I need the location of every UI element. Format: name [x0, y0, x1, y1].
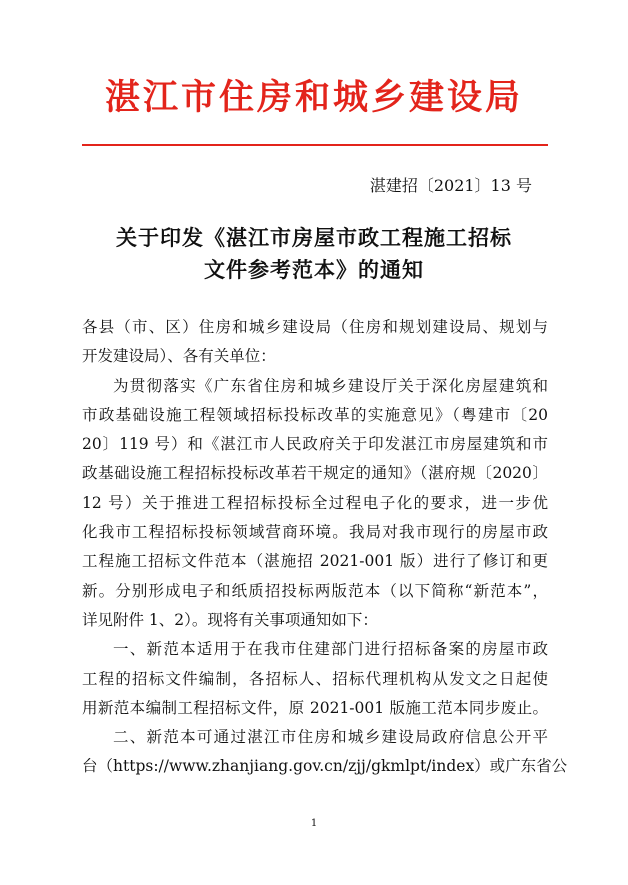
- paragraph-1-line: 详见附件 1、2）。现将有关事项通知如下：: [82, 610, 378, 629]
- paragraph-1-line: 市政基础设施工程领域招标投标改革的实施意见》（粤建市〔20: [82, 405, 548, 424]
- paragraph-3-line: 台（https://www.zhanjiang.gov.cn/zjj/gkmlpt/index）或广东省公: [82, 757, 568, 776]
- paragraph-1-line: 新。分别形成电子和纸质招投标两版范本（以下简称“新范本”，: [82, 581, 548, 600]
- red-divider-line: [82, 144, 548, 146]
- paragraph-1-line: 20〕119 号）和《湛江市人民政府关于印发湛江市房屋建筑和市: [82, 435, 548, 454]
- paragraph-1-line: 化我市工程招标投标领域营商环境。我局对我市现行的房屋市政: [82, 523, 548, 542]
- page-number: 1: [310, 818, 318, 829]
- paragraph-3-line: 二、新范本可通过湛江市住房和城乡建设局政府信息公开平: [113, 728, 548, 747]
- paragraph-1-line: 政基础设施工程招标投标改革若干规定的通知》（湛府规〔2020〕: [82, 464, 548, 483]
- notice-title-line-2: 文件参考范本》的通知: [204, 257, 424, 282]
- addressee-line-2: 开发建设局）、各有关单位：: [82, 347, 276, 366]
- addressee-line-1: 各县（市、区）住房和城乡建设局（住房和规划建设局、规划与: [82, 318, 548, 336]
- paragraph-2-line: 一、新范本适用于在我市住建部门进行招标备案的房屋市政: [113, 640, 548, 659]
- paragraph-2-line: 工程的招标文件编制，各招标人、招标代理机构从发文之日起使: [82, 669, 548, 688]
- notice-title-line-1: 关于印发《湛江市房屋市政工程施工招标: [116, 225, 512, 250]
- issuing-authority-header: 湛江市住房和城乡建设局: [104, 78, 523, 118]
- paragraph-1-line: 12 号）关于推进工程招标投标全过程电子化的要求，进一步优: [82, 493, 548, 512]
- paragraph-1-line: 工程施工招标文件范本（湛施招 2021-001 版）进行了修订和更: [82, 552, 548, 571]
- paragraph-1-line: 为贯彻落实《广东省住房和城乡建设厅关于深化房屋建筑和: [113, 376, 548, 395]
- paragraph-2-line: 用新范本编制工程招标文件，原 2021-001 版施工范本同步废止。: [82, 698, 548, 717]
- notice-body: [82, 313, 568, 782]
- notice-title: [0, 222, 628, 286]
- document-number: 湛建招〔2021〕13 号: [369, 176, 532, 195]
